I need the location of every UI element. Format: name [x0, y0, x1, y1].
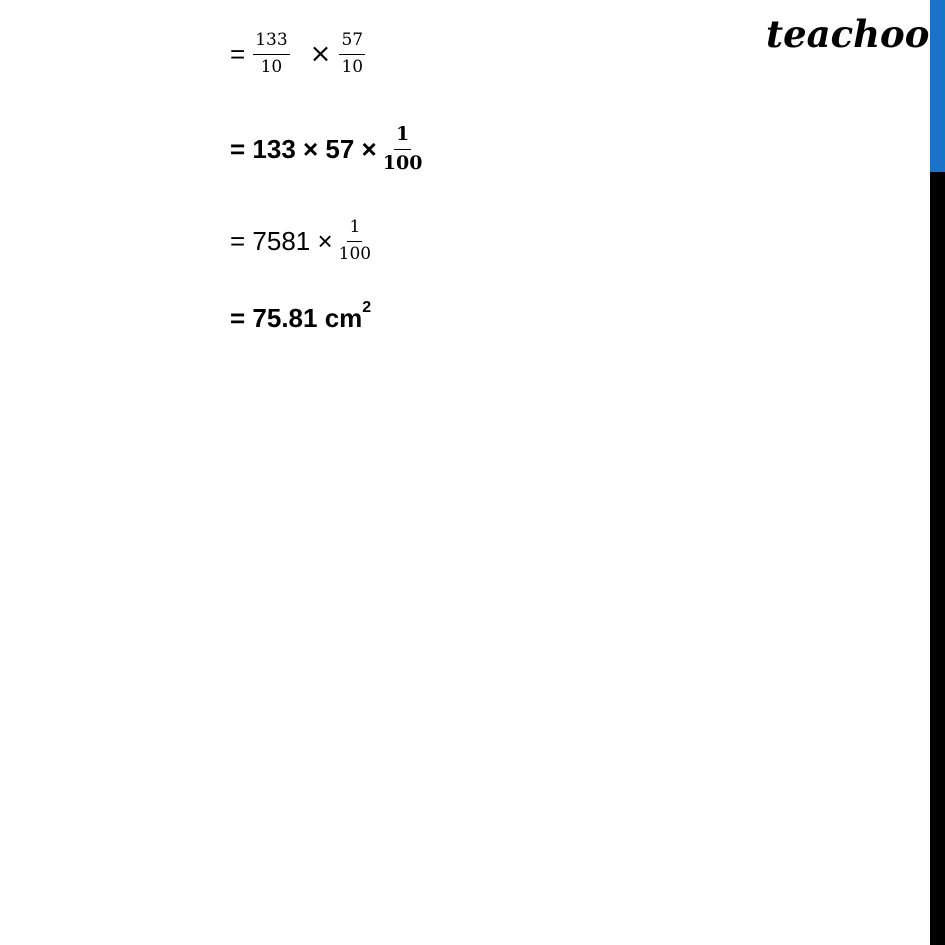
numerator: 1 — [347, 218, 362, 242]
expression-text: = 7581 × — [230, 226, 333, 257]
denominator: 100 — [338, 243, 372, 264]
fraction-133-over-10 — [253, 31, 289, 77]
equation-line-1 — [230, 31, 369, 77]
fraction-57-over-10 — [339, 31, 365, 77]
fraction-1-over-100 — [381, 124, 425, 175]
multiply-sign: × — [309, 39, 332, 70]
teachoo-logo: teachoo — [766, 12, 930, 56]
denominator: 10 — [341, 56, 364, 77]
fraction-1-over-100 — [337, 218, 373, 264]
equation-line-3 — [230, 218, 377, 264]
equation-line-4-result — [230, 299, 372, 333]
superscript-exponent: 2 — [362, 299, 372, 316]
numerator: 1 — [394, 124, 411, 150]
expression-text: = 133 × 57 × — [230, 134, 377, 165]
side-bar-accent — [930, 0, 945, 172]
numerator: 133 — [253, 31, 289, 55]
equation-line-2 — [230, 124, 428, 175]
denominator: 100 — [382, 151, 423, 174]
equals-sign: = — [230, 39, 246, 70]
denominator: 10 — [260, 56, 283, 77]
result-text: = 75.81 cm — [230, 303, 363, 333]
right-side-bar — [930, 0, 945, 945]
numerator: 57 — [339, 31, 365, 55]
